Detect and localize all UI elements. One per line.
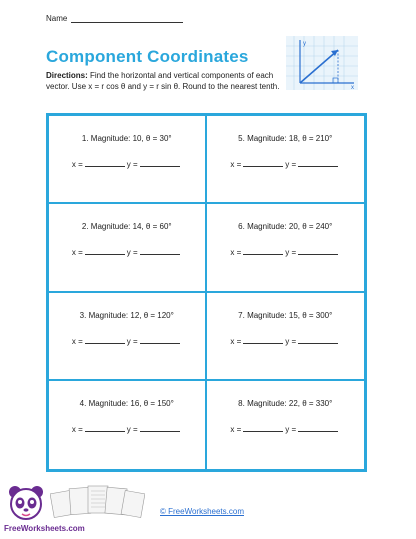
graph-x-label: x [351, 85, 354, 90]
x-label: x = [230, 424, 242, 434]
answer-row [207, 424, 365, 434]
x-label: x = [71, 248, 83, 258]
worksheet-thumbnails-icon [50, 484, 145, 518]
x-label: x = [230, 160, 242, 169]
page-title: Component Coordinates [46, 47, 249, 66]
problem-text: 5. Magnitude: 18, θ = 210° [238, 134, 333, 143]
name-row [46, 14, 183, 23]
y-label: y = [285, 336, 297, 346]
problem-text: 6. Magnitude: 20, θ = 240° [238, 222, 333, 232]
x-label: x = [230, 336, 242, 346]
vector-graph-icon [286, 36, 358, 90]
x-label: x = [71, 336, 83, 346]
y-answer-blank[interactable] [298, 159, 338, 167]
x-label: x = [230, 248, 242, 258]
brand-wordmark: FreeWorksheets.com [4, 524, 85, 533]
problem-text: 3. Magnitude: 12, θ = 120° [79, 310, 174, 320]
x-answer-blank[interactable] [85, 159, 125, 167]
answer-row [49, 336, 205, 346]
problem-cell-3 [49, 293, 207, 381]
problem-cell-8 [207, 381, 365, 469]
y-label: y = [126, 424, 138, 434]
problem-text: 8. Magnitude: 22, θ = 330° [238, 398, 333, 408]
graph-y-label: y [303, 41, 306, 47]
y-label: y = [285, 160, 297, 169]
x-answer-blank[interactable] [85, 424, 125, 432]
problem-text: 7. Magnitude: 15, θ = 300° [238, 310, 333, 320]
x-label: x = [71, 424, 83, 434]
answer-row [207, 247, 365, 257]
problem-text: 1. Magnitude: 10, θ = 30° [81, 134, 172, 143]
problem-cell-1 [49, 116, 207, 204]
y-label: y = [126, 248, 138, 258]
x-answer-blank[interactable] [85, 336, 125, 344]
problem-text: 2. Magnitude: 14, θ = 60° [81, 222, 172, 232]
x-answer-blank[interactable] [85, 247, 125, 255]
y-answer-blank[interactable] [298, 424, 338, 432]
y-answer-blank[interactable] [140, 336, 180, 344]
panda-logo-icon [6, 483, 46, 523]
y-label: y = [285, 248, 297, 258]
directions-label: Directions: [46, 71, 88, 80]
x-answer-blank[interactable] [243, 336, 283, 344]
problem-cell-4 [49, 381, 207, 469]
copyright-link[interactable]: © FreeWorksheets.com [160, 507, 244, 516]
answer-row [49, 159, 205, 169]
y-label: y = [285, 424, 297, 434]
answer-row [207, 159, 365, 169]
name-line[interactable] [71, 15, 183, 23]
y-answer-blank[interactable] [140, 159, 180, 167]
x-answer-blank[interactable] [243, 424, 283, 432]
problem-cell-2 [49, 204, 207, 292]
name-label: Name [46, 14, 68, 23]
y-answer-blank[interactable] [298, 336, 338, 344]
y-answer-blank[interactable] [140, 247, 180, 255]
answer-row [207, 336, 365, 346]
x-answer-blank[interactable] [243, 159, 283, 167]
problem-cell-7 [207, 293, 365, 381]
problem-cell-5 [207, 116, 365, 204]
problem-grid [46, 113, 367, 472]
answer-row [49, 247, 205, 257]
problem-text: 4. Magnitude: 16, θ = 150° [79, 398, 174, 408]
x-answer-blank[interactable] [243, 247, 283, 255]
directions-text: Find the horizontal and vertical components of each vector. Use x = r cos θ and y = r sin θ. Round to the nearest tenth. [46, 71, 280, 91]
y-answer-blank[interactable] [298, 247, 338, 255]
y-answer-blank[interactable] [140, 424, 180, 432]
answer-row [49, 424, 205, 434]
y-label: y = [126, 336, 138, 346]
y-label: y = [126, 160, 138, 169]
x-label: x = [71, 160, 83, 169]
problem-cell-6 [207, 204, 365, 292]
directions [46, 70, 296, 92]
